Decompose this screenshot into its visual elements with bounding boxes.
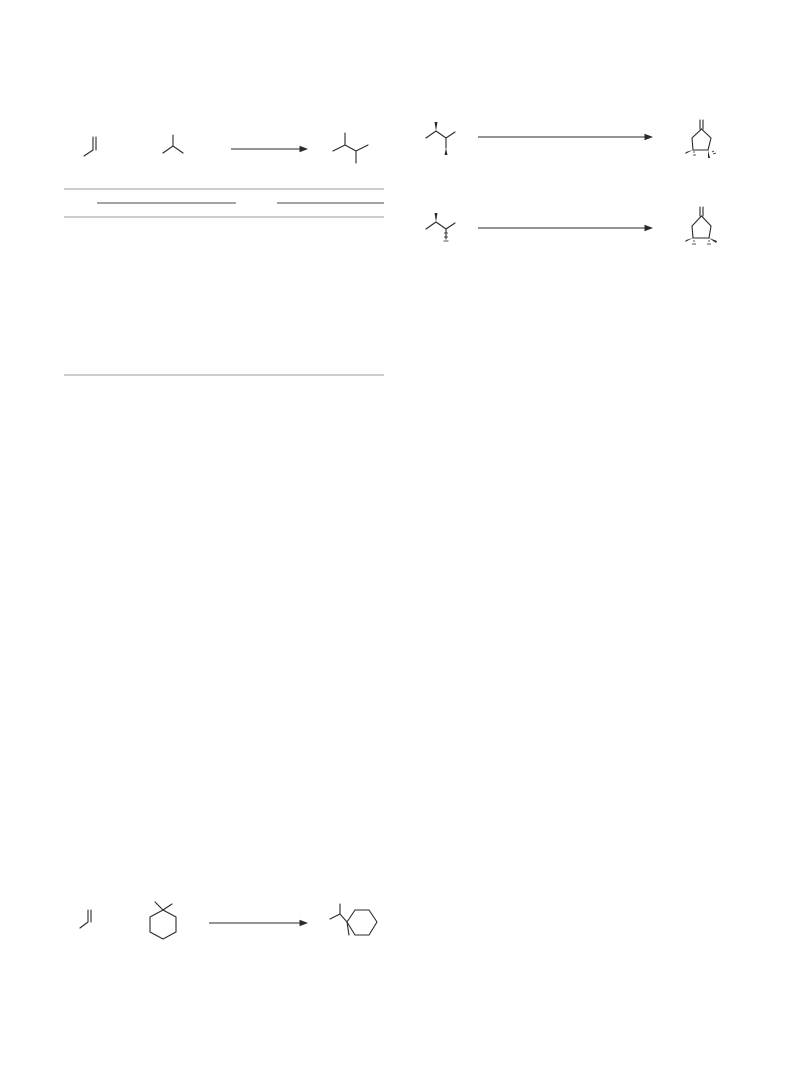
reactant-diastereomer-2 (426, 213, 455, 241)
product-ring-2 (685, 207, 717, 244)
scheme-1 (84, 133, 368, 163)
product-ring-1 (685, 120, 716, 158)
product-branched-alkane (333, 133, 368, 163)
product-cyclohexane-derivative (330, 904, 377, 935)
reactant-diastereomer-1 (426, 122, 455, 155)
scheme-2 (426, 120, 716, 158)
data-table (64, 189, 384, 375)
reactant-dimethylcyclohexane (150, 902, 176, 939)
reactant-alkene (84, 137, 96, 156)
scheme-3 (426, 207, 717, 244)
scheme-4 (80, 902, 377, 939)
reactant-alkene-2 (80, 910, 91, 928)
reactant-isobutane (163, 135, 183, 153)
